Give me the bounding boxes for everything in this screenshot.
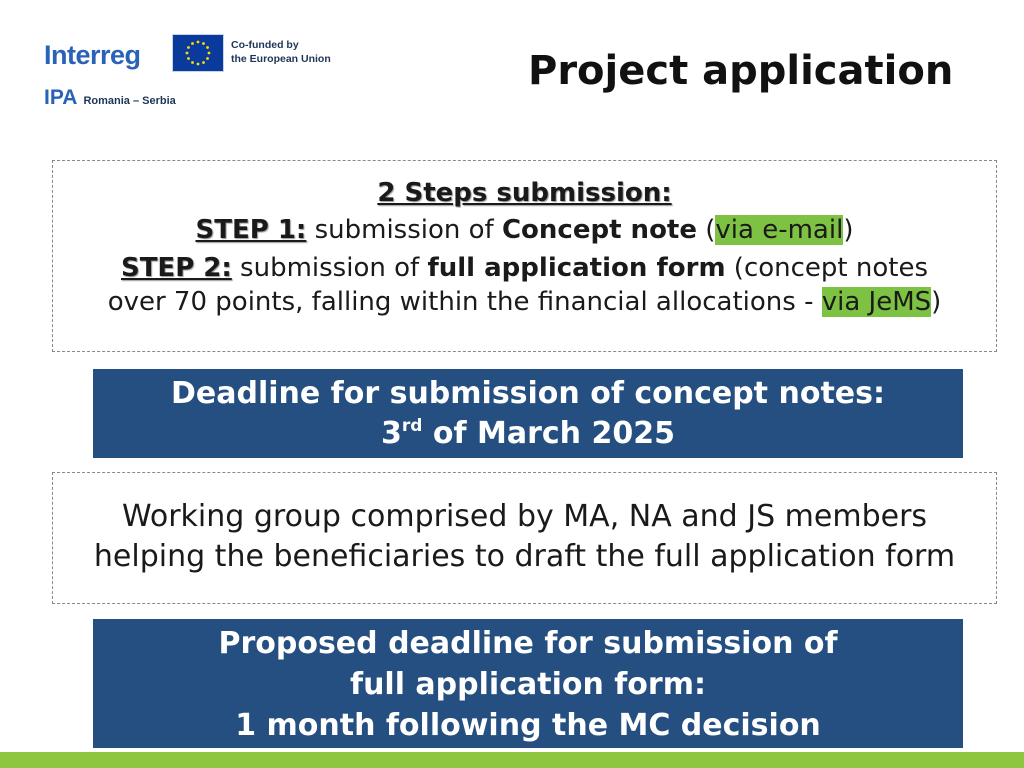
concept-deadline-line-2 <box>93 414 963 454</box>
eu-line-1: Co-funded by <box>231 39 299 51</box>
working-group-line-1: Working group comprised by MA, NA and JS members <box>121 499 928 534</box>
step2-highlight: via JeMS <box>821 287 932 317</box>
step2-line <box>53 249 996 287</box>
full-application-deadline-box <box>93 619 963 748</box>
concept-deadline-line-1: Deadline for submission of concept notes: <box>171 376 885 411</box>
step2-text: submission of <box>231 253 428 283</box>
step2-line2-text: over 70 points, falling within the financial allocations - <box>107 287 822 317</box>
eu-star-icon <box>202 61 205 64</box>
logo-block <box>44 32 364 112</box>
full-deadline-line-2: full application form: <box>350 667 706 702</box>
deadline-day-suffix: rd <box>401 416 423 436</box>
ipa-line <box>44 86 176 110</box>
step1-text: submission of <box>306 215 502 245</box>
steps-box <box>52 160 997 352</box>
concept-deadline-box <box>93 369 963 458</box>
step2-line-2 <box>53 287 996 317</box>
eu-flag-icon <box>172 34 224 72</box>
step1-line <box>53 211 996 249</box>
eu-star-icon <box>187 57 190 60</box>
working-group-line-2: helping the beneficiaries to draft the full application form <box>93 539 956 574</box>
step2-label <box>121 253 232 283</box>
page-title: Project application <box>528 48 954 94</box>
step1-paren-open: ( <box>697 215 716 245</box>
full-deadline-line-1: Proposed deadline for submission of <box>218 626 838 661</box>
deadline-day: 3 <box>381 416 402 451</box>
eu-star-icon <box>206 46 209 49</box>
step2-label-text: STEP 2: <box>120 253 232 283</box>
step2-rest: (concept notes <box>725 253 929 283</box>
step1-highlight: via e-mail <box>715 215 844 245</box>
eu-star-icon <box>187 46 190 49</box>
full-deadline-line-3: 1 month following the MC decision <box>235 708 821 743</box>
eu-star-icon <box>191 61 194 64</box>
eu-star-icon <box>197 63 200 66</box>
eu-line-2: the European Union <box>231 53 331 65</box>
eu-star-icon <box>191 42 194 45</box>
eu-star-icon <box>208 52 211 55</box>
eu-star-icon <box>202 42 205 45</box>
eu-star-icon <box>197 41 200 44</box>
step2-bold: full application form <box>427 253 726 283</box>
interreg-logo-text: Interreg <box>44 40 141 70</box>
step1-paren-close: ) <box>843 215 854 245</box>
working-group-box <box>52 472 997 604</box>
region-label: Romania – Serbia <box>83 95 176 107</box>
steps-heading-text: 2 Steps submission: <box>377 178 672 208</box>
eu-cofunded-label <box>231 38 331 66</box>
eu-star-icon <box>206 57 209 60</box>
steps-heading <box>53 175 996 211</box>
step1-label-text: STEP 1: <box>195 215 307 245</box>
ipa-logo-text: IPA <box>44 86 78 109</box>
step2-paren-close: ) <box>931 287 942 317</box>
step1-bold: Concept note <box>501 215 697 245</box>
eu-star-icon <box>186 52 189 55</box>
bottom-accent-bar <box>0 752 1024 768</box>
step1-label <box>196 215 307 245</box>
eu-stars-graphic <box>173 35 223 71</box>
deadline-month-year: of March 2025 <box>422 416 675 451</box>
